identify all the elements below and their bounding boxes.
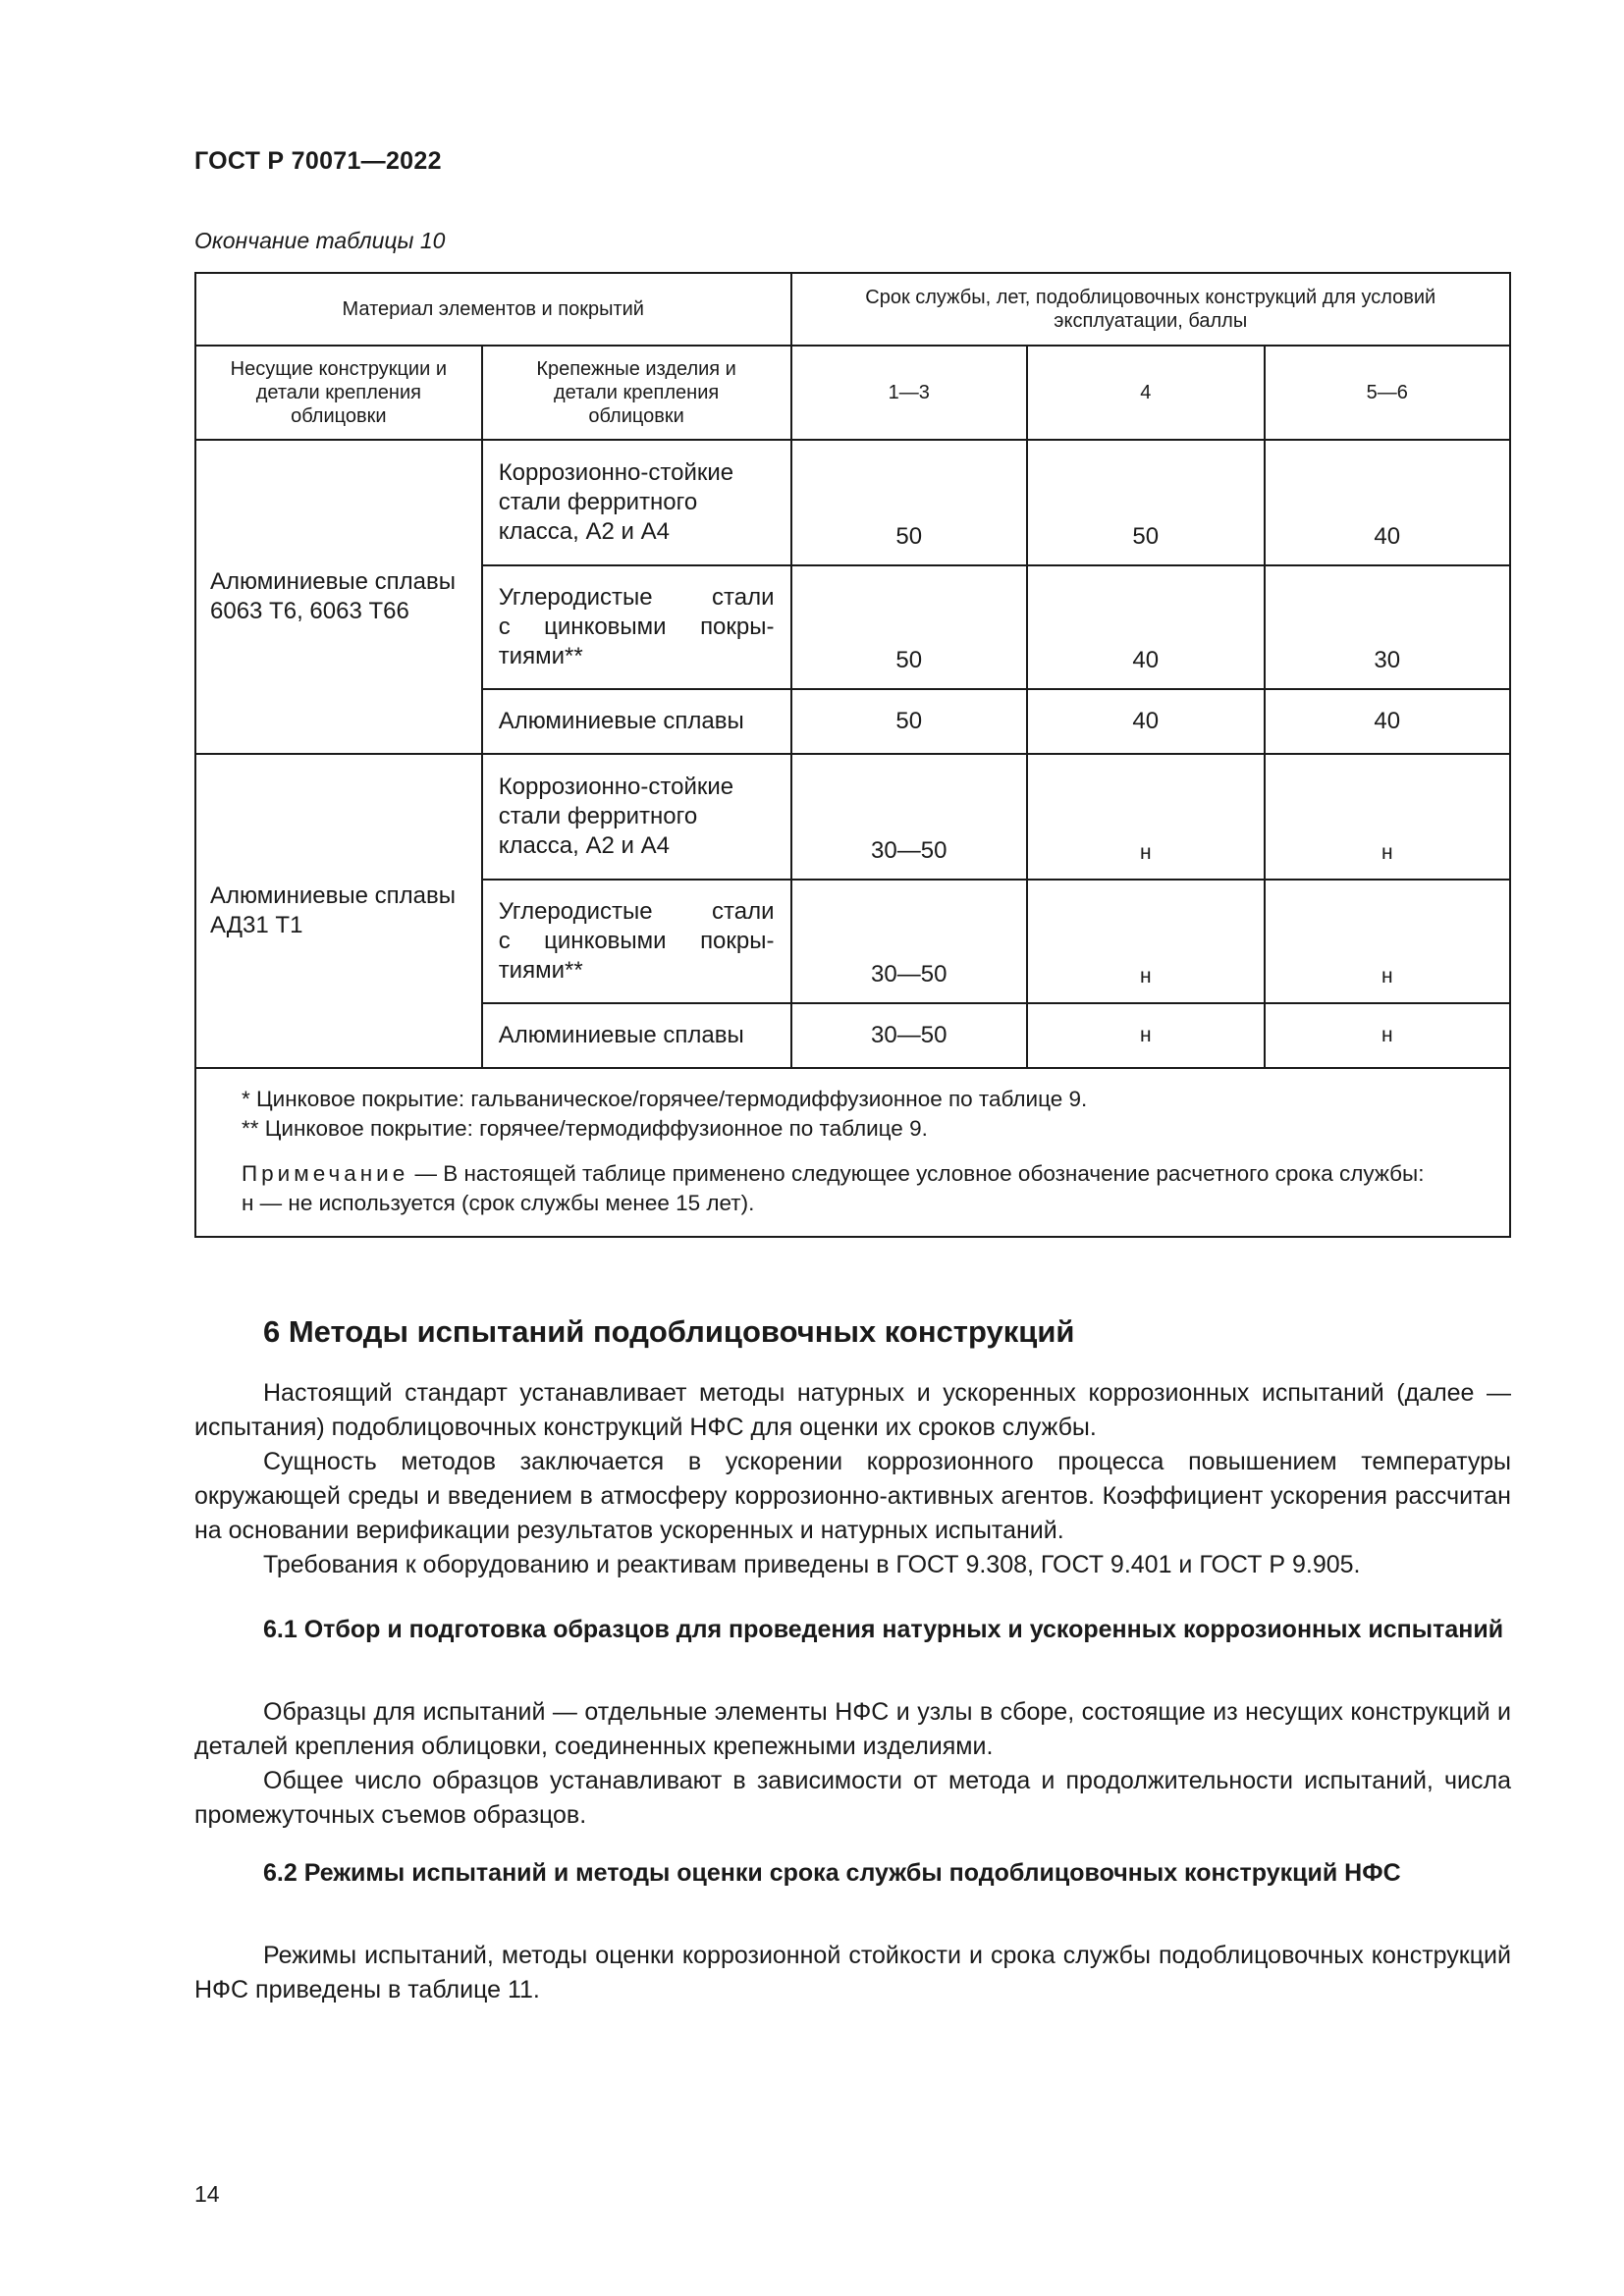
paragraph: Общее число образцов устанавливают в зависимости от метода и продолжительности испытаний, числа промежуточных съемов образцов. (194, 1767, 1511, 1829)
paragraph: Настоящий стандарт устанавливает методы натурных и ускоренных коррозионных испытаний (далее — испытания) подоблицовочных конструкций НФС для оценки их сроков службы. (194, 1379, 1511, 1441)
header-conditions-5-6: 5—6 (1265, 346, 1511, 440)
header-conditions-4: 4 (1027, 346, 1265, 440)
fastener-word: цинковыми (544, 614, 667, 640)
fastener-word: с (498, 928, 511, 954)
table-note (210, 1159, 1495, 1189)
fastener-word: тиями** (498, 957, 583, 984)
fastener-word: покры- (700, 614, 775, 640)
fastener-word: покры- (700, 928, 775, 954)
note-label: Примечание (242, 1161, 409, 1186)
fastener-word: стали (712, 898, 775, 925)
fastener-line: стали ферритного (498, 803, 698, 829)
value-cell: 30—50 (791, 880, 1028, 1003)
value-cell: н (1265, 880, 1511, 1003)
value-cell: н (1027, 754, 1265, 880)
page-number: 14 (194, 2181, 220, 2207)
value-cell: 30 (1265, 565, 1511, 689)
table-caption: Окончание таблицы 10 (194, 228, 446, 253)
fastener-word: Углеродистые (498, 898, 653, 925)
paragraph: Режимы испытаний, методы оценки коррозионной стойкости и срока службы подоблицовочных конструкций НФС приведены в таблице 11. (194, 1942, 1511, 2003)
header-material: Материал элементов и покрытий (195, 273, 791, 346)
fastener-line: класса, А2 и А4 (498, 832, 670, 859)
fastener-line: Коррозионно-стойкие (498, 774, 734, 800)
section-6-1-body (194, 1695, 1511, 1833)
fastener-line: Коррозионно-стойкие (498, 459, 734, 486)
header-service-life: Срок службы, лет, подоблицовочных конструкций для условий эксплуатации, баллы (791, 273, 1511, 346)
fastener-word: тиями** (498, 643, 583, 669)
fastener-cell (482, 880, 791, 1003)
header-fasteners: Крепежные изделия и детали крепления облицовки (482, 346, 791, 440)
fastener-cell (482, 440, 791, 565)
service-life-table (194, 272, 1511, 1238)
table-notes (195, 1068, 1510, 1237)
material-cell: Алюминиевые сплавы АД31 Т1 (195, 754, 482, 1068)
value-cell: н (1027, 880, 1265, 1003)
paragraph: Образцы для испытаний — отдельные элементы НФС и узлы в сборе, состоящие из несущих конструкций и деталей крепления облицовки, соединенных крепежными изделиями. (194, 1698, 1511, 1760)
fastener-cell: Алюминиевые сплавы (482, 689, 791, 754)
paragraph: Требования к оборудованию и реактивам приведены в ГОСТ 9.308, ГОСТ 9.401 и ГОСТ Р 9.905. (263, 1551, 1361, 1578)
value-cell: н (1265, 1003, 1511, 1068)
document-code: ГОСТ Р 70071—2022 (194, 147, 442, 175)
section-6-body (194, 1376, 1511, 1582)
value-cell: 50 (1027, 440, 1265, 565)
fastener-line: класса, А2 и А4 (498, 518, 670, 545)
material-cell: Алюминиевые сплавы 6063 Т6, 6063 Т66 (195, 440, 482, 754)
section-6-2-body (194, 1939, 1511, 2007)
fastener-word: с (498, 614, 511, 640)
paragraph: Сущность методов заключается в ускорении коррозионного процесса повышением температуры окружающей среды и введением в атмосферу коррозионно-активных агентов. Коэффициент ускорения рассчитан на основании верификации результатов ускоренных и натурных испытаний. (194, 1448, 1511, 1544)
note-text: — В настоящей таблице применено следующее условное обозначение расчетного срока службы: (408, 1161, 1425, 1186)
fastener-cell (482, 754, 791, 880)
value-cell: 40 (1027, 689, 1265, 754)
fastener-word: Углеродистые (498, 584, 653, 611)
value-cell: 40 (1027, 565, 1265, 689)
fastener-word: стали (712, 584, 775, 611)
value-cell: 40 (1265, 689, 1511, 754)
value-cell: 50 (791, 689, 1028, 754)
fastener-cell (482, 565, 791, 689)
table-row (195, 440, 1510, 565)
footnote-1: * Цинковое покрытие: гальваническое/горячее/термодиффузионное по таблице 9. (242, 1087, 1088, 1111)
fastener-line: стали ферритного (498, 489, 698, 515)
footnote-2: ** Цинковое покрытие: горячее/термодиффузионное по таблице 9. (242, 1116, 928, 1141)
value-cell: 30—50 (791, 754, 1028, 880)
value-cell: 30—50 (791, 1003, 1028, 1068)
fastener-cell: Алюминиевые сплавы (482, 1003, 791, 1068)
header-load-bearing: Несущие конструкции и детали крепления облицовки (195, 346, 482, 440)
value-cell: н (1265, 754, 1511, 880)
section-6-2-title: 6.2 Режимы испытаний и методы оценки срока службы подоблицовочных конструкций НФС (263, 1859, 1401, 1887)
value-cell: 50 (791, 440, 1028, 565)
section-6-1-title: 6.1 Отбор и подготовка образцов для проведения натурных и ускоренных коррозионных испытаний (263, 1616, 1504, 1643)
section-6-title: 6 Методы испытаний подоблицовочных конструкций (263, 1314, 1075, 1349)
value-cell: н (1027, 1003, 1265, 1068)
note-legend: н — не используется (срок службы менее 15 лет). (242, 1191, 755, 1215)
table-row (195, 754, 1510, 880)
value-cell: 50 (791, 565, 1028, 689)
fastener-word: цинковыми (544, 928, 667, 954)
value-cell: 40 (1265, 440, 1511, 565)
header-conditions-1-3: 1—3 (791, 346, 1028, 440)
